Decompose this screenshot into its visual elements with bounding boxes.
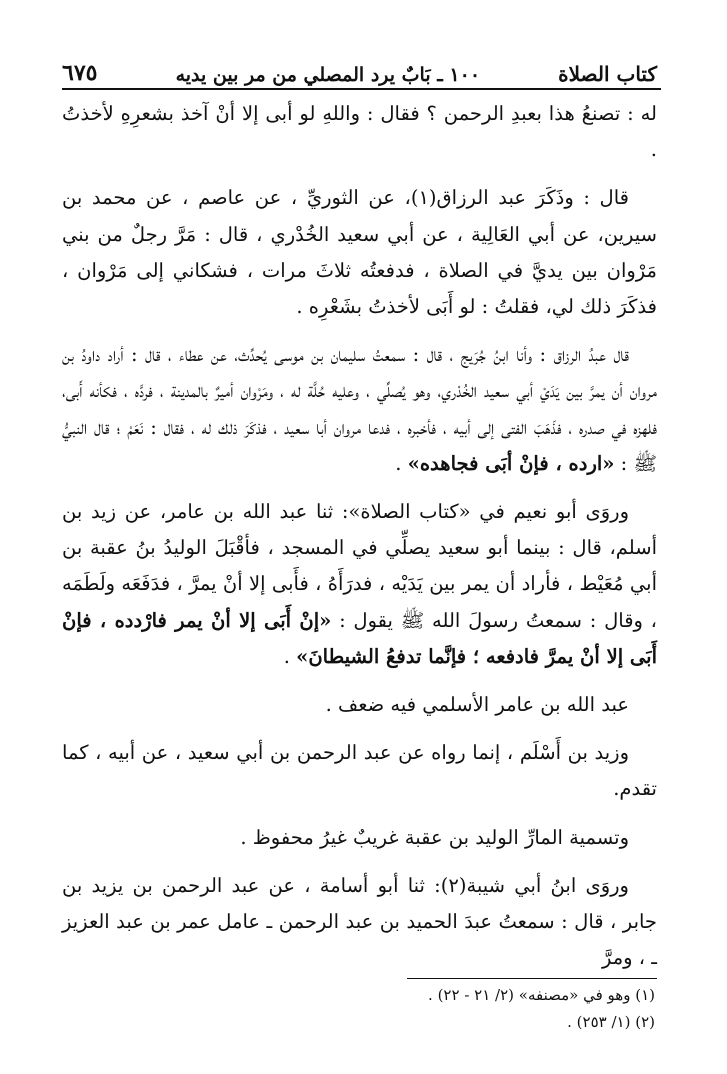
- running-header: [62, 56, 657, 86]
- paragraph-1: له : تصنعُ هذا بعبدِ الرحمن ؟ فقال : واللهِ لو أبى إلا أنْ آخذ بشعرِهِ لأخذتُ .: [62, 102, 657, 162]
- page-number: ٦٧٥: [62, 60, 98, 86]
- paragraph-8: وروَى ابنُ أبي شيبة(٢): ثنا أبو أسامة ، عن عبد الرحمن بن يزيد بن جابر ، قال : سمعتُ عبدَ الحميد بن عبد الرحمن ـ عامل عمر بن عبد العزيز ـ ، ومرَّ: [62, 873, 657, 970]
- footnotes: [62, 982, 655, 1036]
- chapter-title: ١٠٠ ـ بَابٌ يرد المصلي من مر بين يديه: [175, 64, 481, 86]
- header-divider: [62, 88, 661, 90]
- paragraph-5: عبد الله بن عامر الأسلمي فيه ضعف .: [325, 693, 629, 717]
- book-title: كتاب الصلاة: [558, 62, 657, 86]
- footnote-1: (١) وهو في «مصنفه» (٢/ ٢١ - ٢٢) .: [428, 986, 655, 1004]
- paragraph-3: قال عبدُ الرزاق : وأنا ابنُ جُرَيج ، قال : سمعتُ سليمان بن موسى يُحدِّث، عن عطاء ، قال : أراد داودُ بن مروان أن يمرَّ بين يَدَيْ أبي سعيد الخُدْري، وهو يُصلِّي ، وعليه حُلَّة له ، ومَرْوان أميرٌ بالمدينة ، فردَّه ، فكأنه أَبى، فلهزه في صدره ، فذَهَبَ الفتى إلى أبيه ، فأخبره ، فدعا مروان أبا سعيد ، فذكَرَ ذلك له ، فقال : نَعَمْ ؛ قال النبيُّ ﷺ : «ارده ، فإنْ أبَى فجاهده» .: [62, 343, 657, 475]
- page-body: [62, 96, 657, 988]
- footnote-divider: [407, 978, 657, 979]
- paragraph-6: وزيد بن أَسْلَم ، إنما رواه عن عبد الرحمن بن أبي سعيد ، عن أبيه ، كما تقدم.: [62, 741, 657, 801]
- footnote-2: (٢) (١/ ٢٥٣) .: [567, 1013, 655, 1031]
- hadith-quote-1: «ارده ، فإنْ أبَى فجاهده»: [407, 451, 615, 475]
- paragraph-7: وتسمية المارِّ الوليد بن عقبة غريبٌ غيرُ محفوظ .: [240, 825, 629, 849]
- paragraph-4: وروَى أبو نعيم في «كتاب الصلاة»: ثنا عبد الله بن عامر، عن زيد بن أسلم، قال : بينما أبو سعيد يصلِّي في المسجد ، فأقْبَلَ الوليدُ بنُ عقبة بن أبي مُعَيْط ، فأراد أن يمر بين يَدَيْه ، فدرَأَهُ ، فأَبى إلا أنْ يمرَّ ، فدَفَعَه ولَطَمَه ، وقال : سمعتُ رسولَ الله ﷺ يقول : «إنْ أَبَى إلا أنْ يمر فارْدده ، فإنْ أَبَى إلا أنْ يمرَّ فادفعه ؛ فإنَّما تدفعُ الشيطانَ» .: [62, 500, 657, 668]
- paragraph-2: قال : وذَكَرَ عبد الرزاق(١)، عن الثوريِّ ، عن عاصم ، عن محمد بن سيرين، عن أبي العَالِية ، عن أبي سعيد الخُدْري ، قال : مَرَّ رجلٌ من بني مَرْوان بين يديَّ في الصلاة ، فدفعتُه ثلاثَ مرات ، فشكاني إلى مَرْوان ، فذكَرَ ذلك لي، فقلتُ : لو أَبَى لأخذتُ بشَعْرِه .: [62, 186, 657, 319]
- hadith-quote-2: «إنْ أَبَى إلا أنْ يمر فارْدده ، فإنْ أَبَى إلا أنْ يمرَّ فادفعه ؛ فإنَّما تدفعُ الشيطانَ»: [62, 608, 657, 668]
